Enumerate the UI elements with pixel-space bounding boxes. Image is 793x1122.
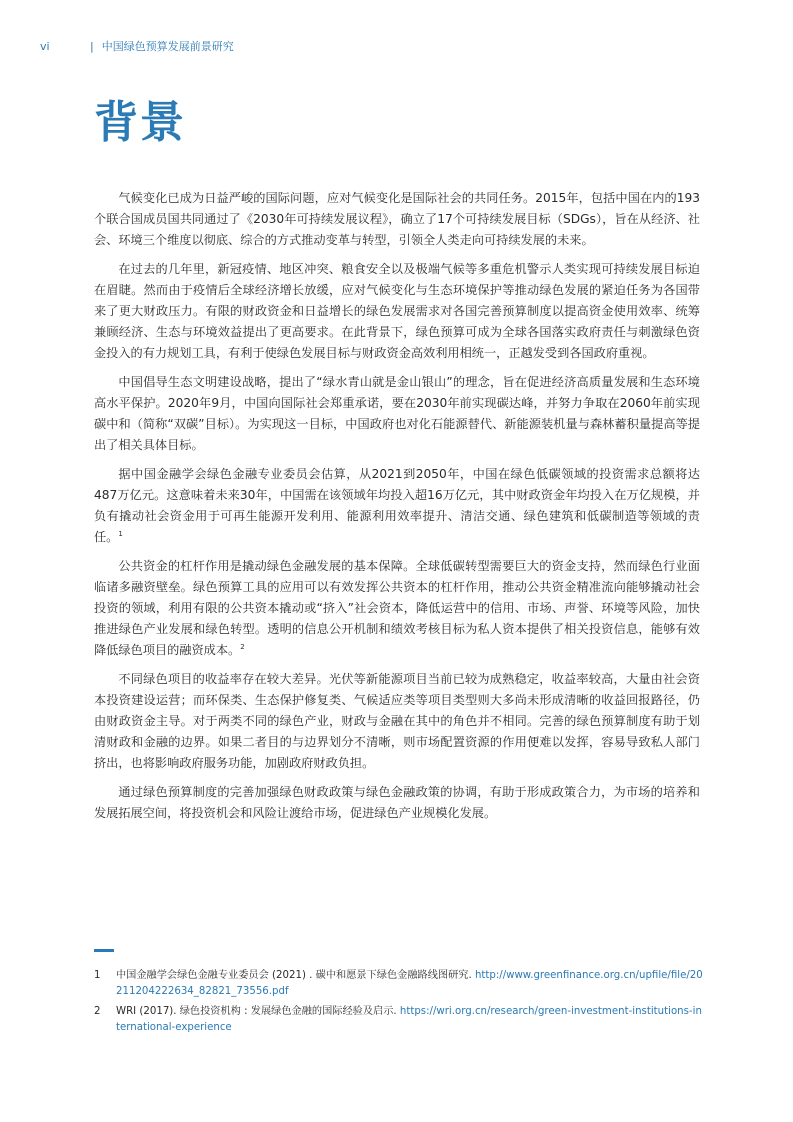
footnote-item — [94, 968, 704, 1000]
paragraph: 公共资金的杠杆作用是撬动绿色金融发展的基本保障。全球低碳转型需要巨大的资金支持，然而绿色行业面临诸多融资壁垒。绿色预算工具的应用可以有效发挥公共资本的杠杆作用，推动公共资金精准流向能够撬动社会投资的领域，利用有限的公共资本撬动或“挤入”社会资本，降低运营中的信用、市场、声誉、环境等风险，加快推进绿色产业发展和绿色转型。透明的信息公开机制和绩效考核目标为私人资本提供了相关投资信息，能够有效降低绿色项目的融资成本。$^2$ — [94, 559, 700, 657]
footnote-text: WRI (2017). 绿色投资机构 : 发展绿色金融的国际经验及启示. — [116, 1006, 400, 1017]
footnote-divider — [94, 949, 114, 952]
section-title: 背景 — [94, 97, 186, 148]
footnote-ref-1[interactable]: 1 — [118, 529, 123, 538]
footnote-link[interactable]: http://www.greenfinance.org.cn/upfile/file/20211204222634_82821_73556.pdf — [116, 970, 703, 997]
paragraph: 在过去的几年里，新冠疫情、地区冲突、粮食安全以及极端气候等多重危机警示人类实现可持续发展目标迫在眉睫。然而由于疫情后全球经济增长放缓，应对气候变化与生态环境保护等推动绿色发展的紧迫任务为各国带来了更大财政压力。有限的财政资金和日益增长的绿色发展需求对各国完善预算制度以提高资金使用效率、统筹兼顾经济、生态与环境效益提出了更高要求。在此背景下，绿色预算可成为全球各国落实政府责任与刺激绿色资金投入的有力规划工具，有利于使绿色发展目标与财政资金高效利用相统一，正越发受到各国政府重视。 — [94, 262, 700, 360]
footnotes — [94, 968, 704, 1040]
footnote-text: 中国金融学会绿色金融专业委员会 (2021) . 碳中和愿景下绿色金融路线图研究. — [116, 970, 475, 981]
paragraph: 不同绿色项目的收益率存在较大差异。光伏等新能源项目当前已较为成熟稳定，收益率较高，大量由社会资本投资建设运营；而环保类、生态保护修复类、气候适应类等项目类型则大多尚未形成清晰的收益回报路径，仍由财政资金主导。对于两类不同的绿色产业，财政与金融在其中的角色并不相同。完善的绿色预算制度有助于划清财政和金融的边界。如果二者目的与边界划分不清晰，则市场配置资源的作用便难以发挥，容易导致私人部门挤出，也将影响政府服务功能，加剧政府财政负担。 — [94, 672, 700, 770]
body-text — [94, 188, 700, 832]
footnote-ref-2[interactable]: 2 — [240, 642, 245, 651]
footnote-number: 1 — [94, 970, 101, 981]
paragraph: 通过绿色预算制度的完善加强绿色财政政策与绿色金融政策的协调，有助于形成政策合力，为市场的培养和发展拓展空间，将投资机会和风险让渡给市场，促进绿色产业规模化发展。 — [94, 785, 700, 820]
page-number: vi — [40, 39, 50, 53]
header-separator: | — [90, 39, 94, 53]
paragraph: 据中国金融学会绿色金融专业委员会估算，从2021到2050年，中国在绿色低碳领域的投资需求总额将达487万亿元。这意味着未来30年，中国需在该领域年均投入超16万亿元，其中财政资金年均投入在万亿规模，并负有撬动社会资金用于可再生能源开发利用、能源利用效率提升、清洁交通、绿色建筑和低碳制造等领域的责任。$^1$ — [94, 467, 700, 544]
footnote-link[interactable]: https://wri.org.cn/research/green-investment-institutions-international-experience — [116, 1006, 702, 1033]
footnote-item — [94, 1004, 704, 1036]
running-header — [40, 38, 234, 54]
running-title: 中国绿色预算发展前景研究 — [101, 40, 234, 53]
footnote-number: 2 — [94, 1006, 101, 1017]
paragraph: 中国倡导生态文明建设战略，提出了“绿水青山就是金山银山”的理念，旨在促进经济高质量发展和生态环境高水平保护。2020年9月，中国向国际社会郑重承诺，要在2030年前实现碳达峰，并努力争取在2060年前实现碳中和（简称“双碳”目标）。为实现这一目标，中国政府也对化石能源替代、新能源装机量与森林蓄积量提高等提出了相关具体目标。 — [94, 375, 700, 452]
paragraph: 气候变化已成为日益严峻的国际问题，应对气候变化是国际社会的共同任务。2015年，包括中国在内的193个联合国成员国共同通过了《2030年可持续发展议程》，确立了17个可持续发展目标（SDGs），旨在从经济、社会、环境三个维度以彻底、综合的方式推动变革与转型，引领全人类走向可持续发展的未来。 — [94, 191, 700, 247]
